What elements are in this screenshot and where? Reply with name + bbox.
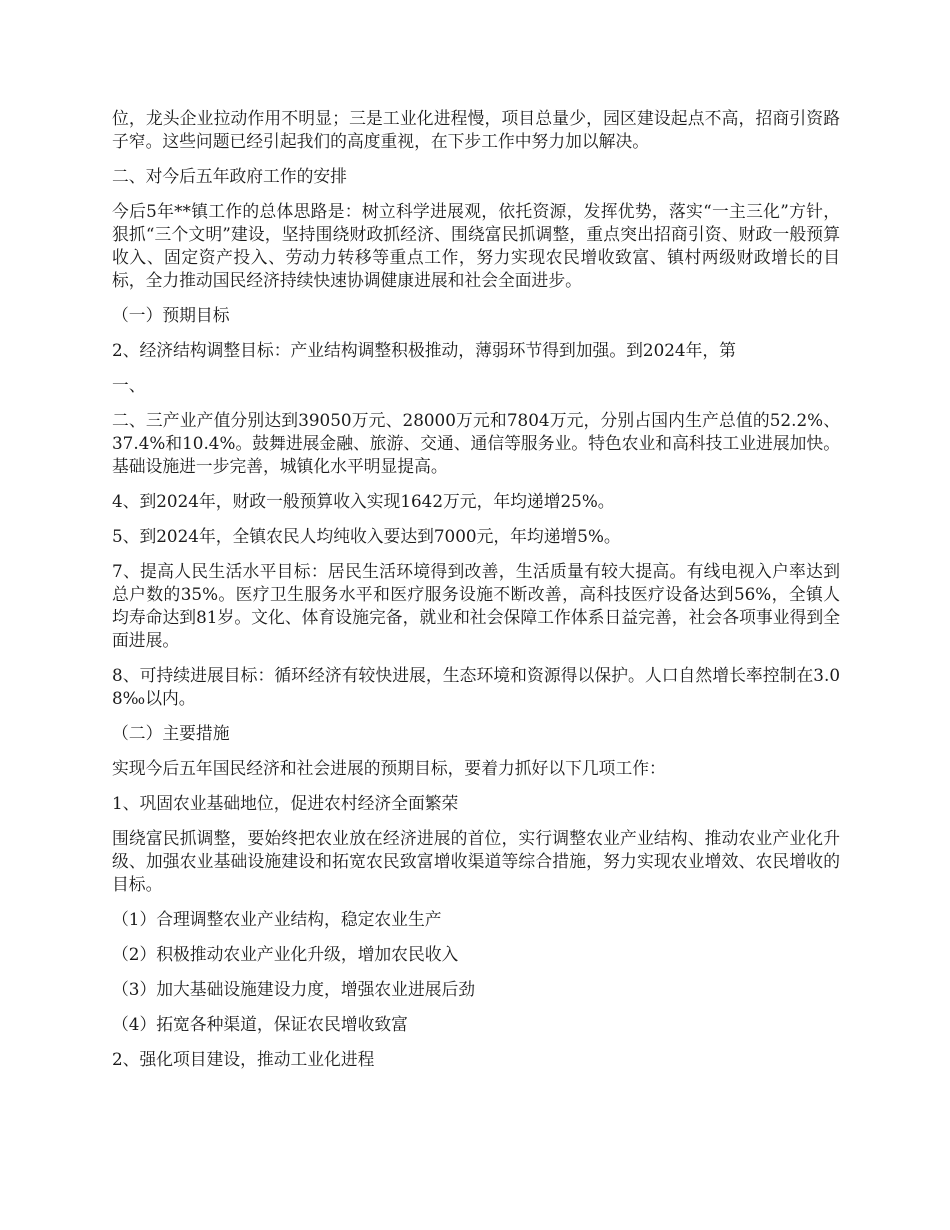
list-item: （2）积极推动农业产业化升级，增加农民收入 (112, 944, 459, 964)
item-heading: 2、强化项目建设，推动工业化进程 (112, 1049, 375, 1069)
item-heading: 1、巩固农业基础地位，促进农村经济全面繁荣 (112, 793, 459, 813)
paragraph: 7、提高人民生活水平目标：居民生活环境得到改善，生活质量有较大提高。有线电视入户率达到总户数的35%。医疗卫生服务水平和医疗服务设施不断改善，高科技医疗设备达到56%，全镇人均寿命达到81岁。文化、体育设施完备，就业和社会保障工作体系日益完善，社会各项事业得到全面进展。 (112, 561, 840, 650)
paragraph: 今后5年**镇工作的总体思路是：树立科学进展观，依托资源，发挥优势，落实“一主三化”方针，狠抓“三个文明”建设，坚持围绕财政抓经济、围绕富民抓调整，重点突出招商引资、财政一般预算收入、固定资产投入、劳动力转移等重点工作，努力实现农民增收致富、镇村两级财政增长的目标，全力推动国民经济持续快速协调健康进展和社会全面进步。 (112, 201, 840, 290)
list-item: （4）拓宽各种渠道，保证农民增收致富 (112, 1014, 408, 1034)
paragraph: 实现今后五年国民经济和社会进展的预期目标，要着力抓好以下几项工作： (112, 758, 666, 778)
subsection-heading: （一）预期目标 (112, 305, 230, 325)
paragraph: 5、到2024年，全镇农民人均纯收入要达到7000元，年均递增5%。 (112, 526, 621, 546)
list-item: （1）合理调整农业产业结构，稳定农业生产 (112, 909, 442, 929)
paragraph: 4、到2024年，财政一般预算收入实现1642万元，年均递增25%。 (112, 491, 615, 511)
paragraph: 位，龙头企业拉动作用不明显；三是工业化进程慢，项目总量少，园区建设起点不高，招商引资路子窄。这些问题已经引起我们的高度重视，在下步工作中努力加以解决。 (112, 108, 840, 151)
paragraph: 二、三产业产值分别达到39050万元、28000万元和7804万元，分别占国内生产总值的52.2%、37.4%和10.4%。鼓舞进展金融、旅游、交通、通信等服务业。特色农业和高科技工业进展加快。基础设施进一步完善，城镇化水平明显提高。 (112, 410, 840, 476)
document-page (112, 107, 840, 1083)
paragraph: 8、可持续进展目标：循环经济有较快进展，生态环境和资源得以保护。人口自然增长率控制在3.08‰以内。 (112, 665, 840, 708)
paragraph: 2、经济结构调整目标：产业结构调整积极推动，薄弱环节得到加强。到2024年，第 (112, 340, 736, 360)
paragraph: 围绕富民抓调整，要始终把农业放在经济进展的首位，实行调整农业产业结构、推动农业产业化升级、加强农业基础设施建设和拓宽农民致富增收渠道等综合措施，努力实现农业增效、农民增收的目标。 (112, 828, 840, 894)
paragraph: 一、 (112, 375, 146, 395)
section-heading: 二、对今后五年政府工作的安排 (112, 166, 347, 186)
subsection-heading: （二）主要措施 (112, 723, 230, 743)
list-item: （3）加大基础设施建设力度，增强农业进展后劲 (112, 979, 476, 999)
